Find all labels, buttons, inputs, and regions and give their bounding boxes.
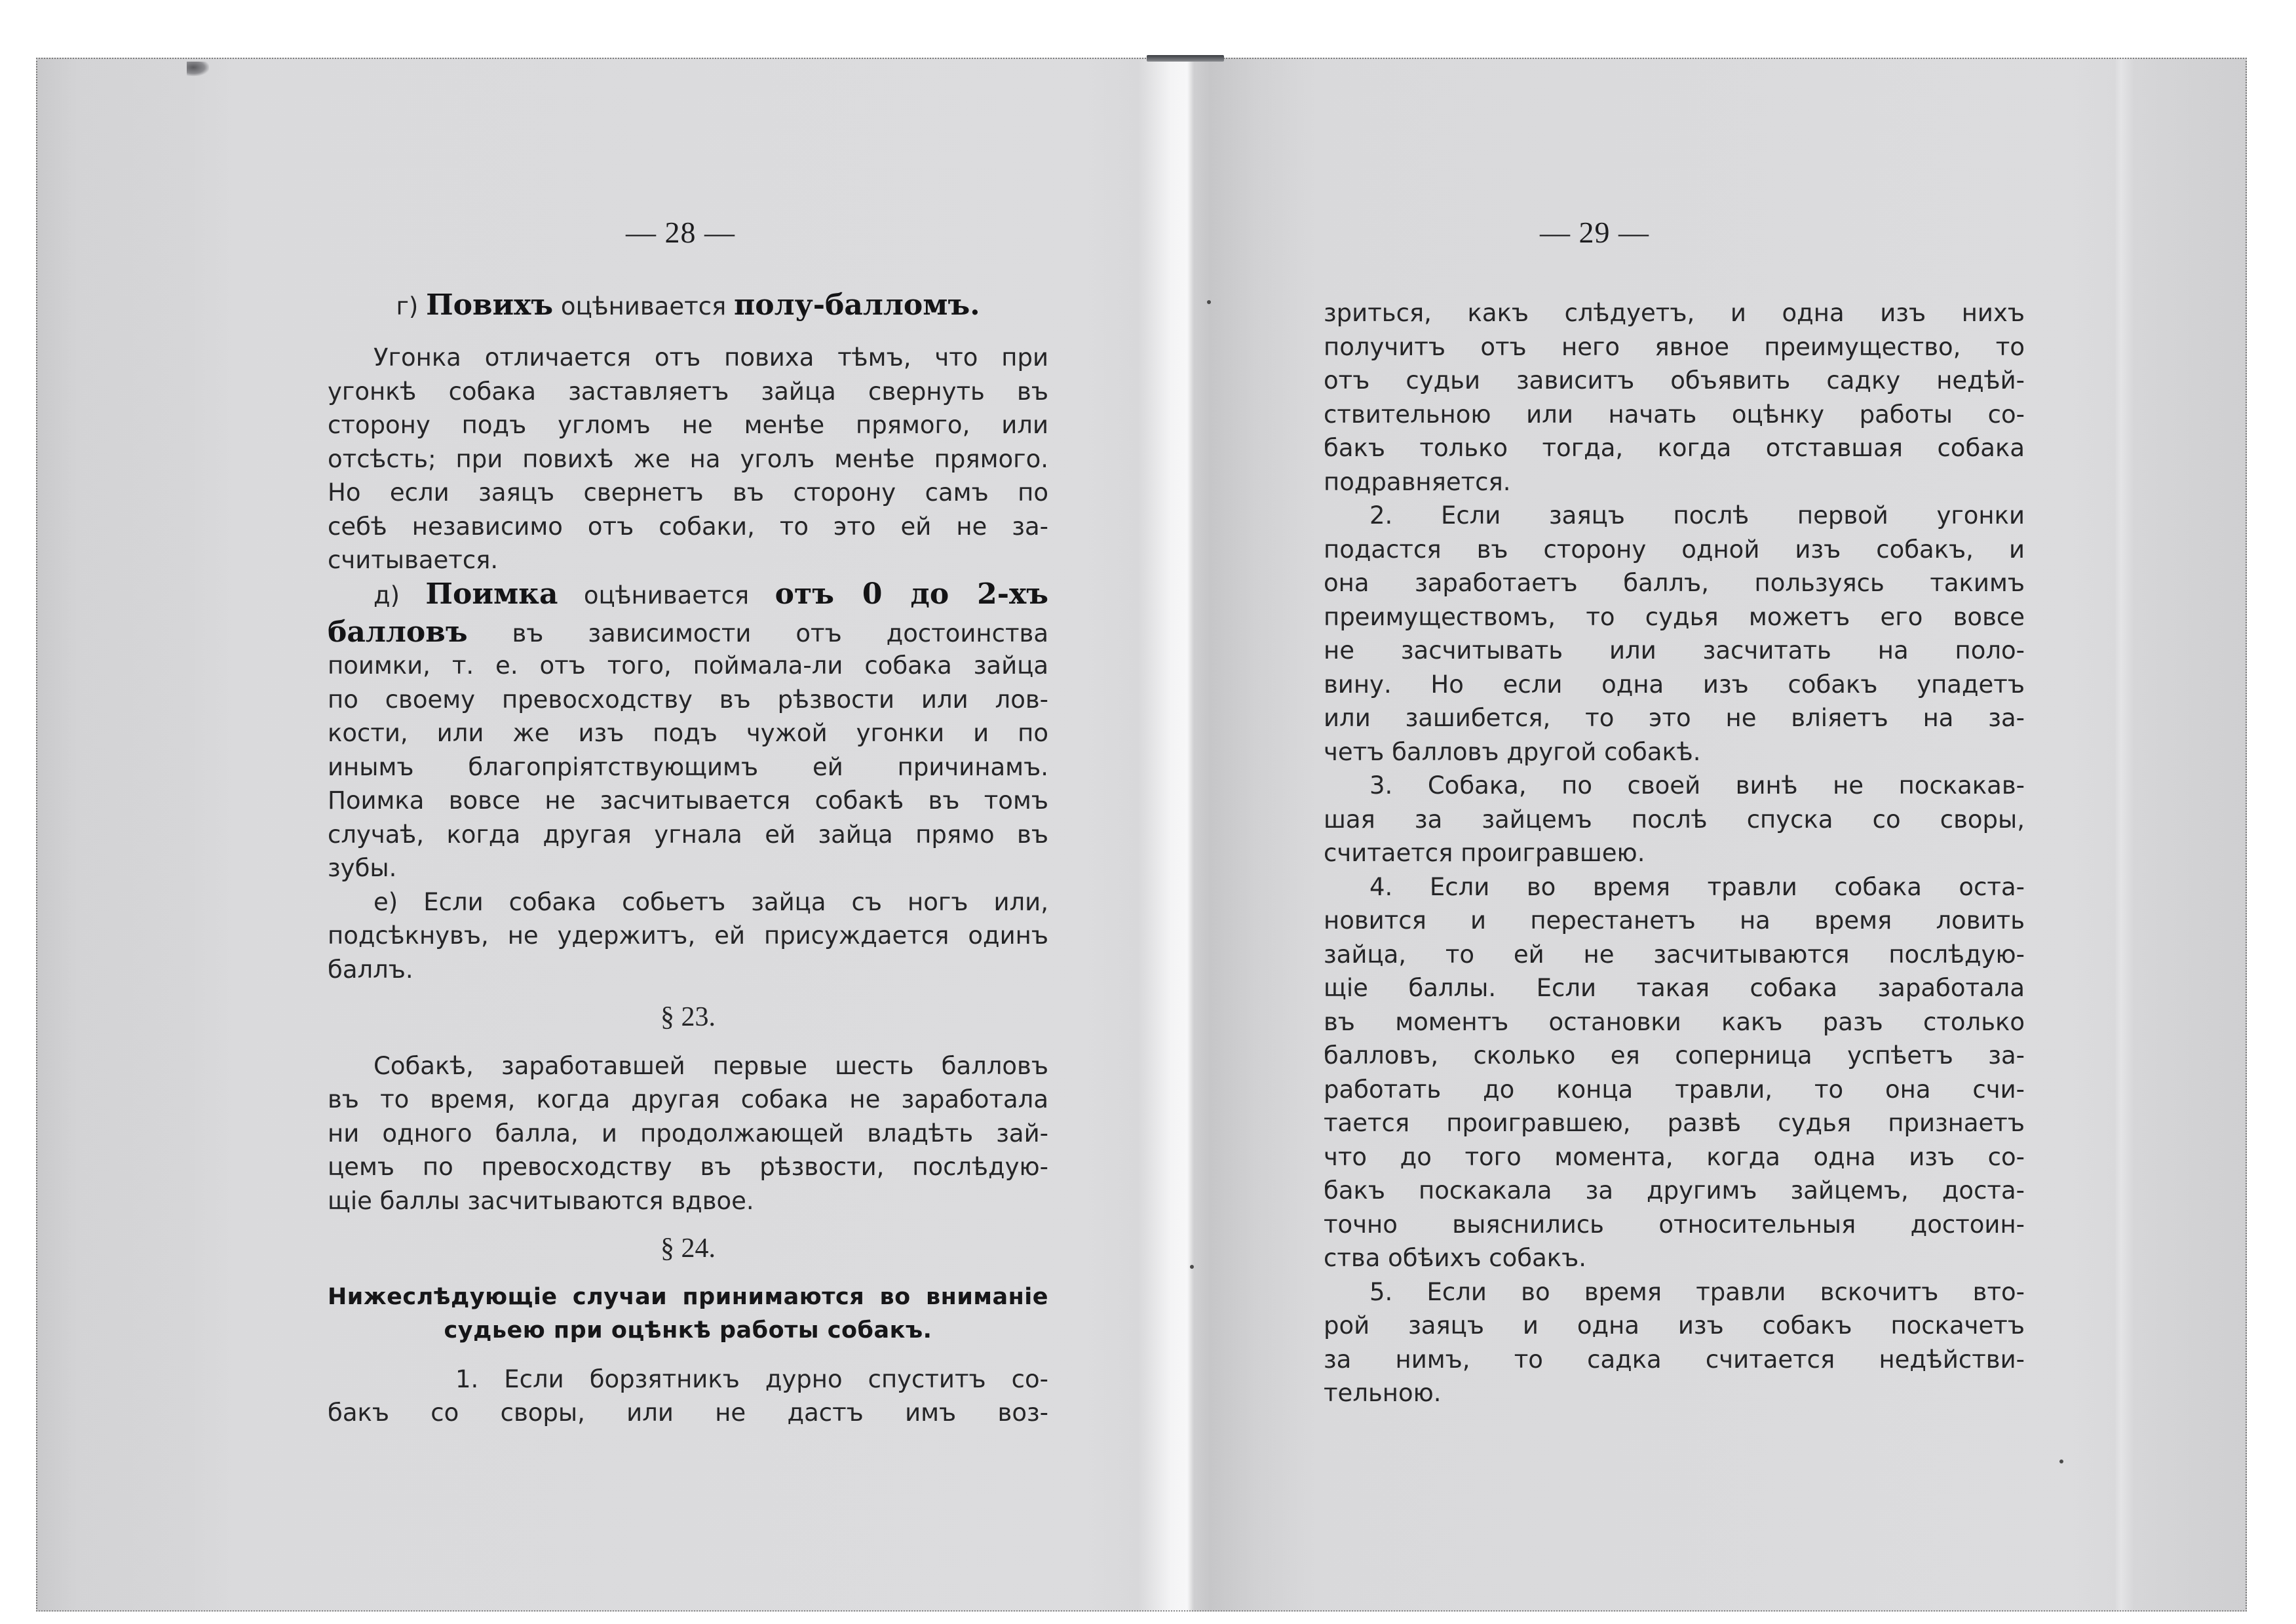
term-bold: Поимка (425, 577, 558, 611)
text-line: новится и перестанетъ на время ловить (1324, 906, 2025, 935)
text-line: въ моментъ остановки какъ разъ столько (1324, 1007, 2025, 1036)
text-line: 2. Если заяцъ послѣ первой угонки (1369, 501, 2025, 530)
text-line: ствительною или начать оцѣнку работы со- (1324, 400, 2025, 429)
text-line: что до того момента, когда одна изъ со- (1324, 1142, 2025, 1171)
page-number: — 29 — (1540, 216, 1649, 249)
text-line: Поимка вовсе не засчитывается собакѣ въ томъ (328, 786, 1048, 815)
right-page-body (1324, 296, 2025, 1410)
text-line: цемъ по превосходству въ рѣзвости, послѣдую- (328, 1153, 1048, 1181)
text-line: зайца, то ей не засчитываются послѣдую- (1324, 940, 2025, 969)
text-line: ни одного балла, и продолжающей владѣть зай- (328, 1119, 1048, 1148)
term-bold: балловъ (328, 615, 468, 649)
text-line: бакъ поскакала за другимъ зайцемъ, доста- (1324, 1176, 2025, 1205)
text-line: 3. Собака, по своей винѣ не поскакав- (1369, 771, 2025, 800)
text-line: преимуществомъ, то судья можетъ его вовсе (1324, 602, 2025, 631)
text-line: шая за зайцемъ послѣ спуска со своры, (1324, 805, 2025, 834)
text-line: Угонка отличается отъ повиха тѣмъ, что при (373, 343, 1048, 372)
text-line: вину. Но если одна изъ собакъ упадетъ (1324, 670, 2025, 699)
section-heading-24: § 24. (660, 1233, 716, 1264)
text-run: оцѣнивается (553, 292, 735, 320)
text-line: сторону подъ угломъ не менѣе прямого, или (328, 411, 1048, 439)
text-line (328, 615, 1048, 649)
text-line: считывается. (328, 546, 499, 574)
text-line: отсѣсть; при повихѣ же на уголъ менѣе прямого. (328, 444, 1048, 473)
text-line: ства обѣихъ собакъ. (1324, 1244, 1587, 1272)
text-line: баллъ. (328, 955, 413, 984)
text-line: тается проигравшею, развѣ судья признаетъ (1324, 1109, 2025, 1137)
text-line: по своему превосходству въ рѣзвости или лов- (328, 685, 1048, 714)
text-line: щіе баллы. Если такая собака заработала (1324, 974, 2025, 1002)
text-line: бакъ со своры, или не дастъ имъ воз- (328, 1399, 1048, 1427)
text-line: инымъ благопріятствующимъ ей причинамъ. (328, 752, 1048, 781)
text-line: зриться, какъ слѣдуетъ, и одна изъ нихъ (1324, 299, 2025, 327)
text-line: подастся въ сторону одной изъ собакъ, и (1324, 535, 2025, 564)
text-line: или зашибется, то это не вліяетъ на за- (1324, 704, 2025, 732)
text-line: себѣ независимо отъ собаки, то это ей не за- (328, 512, 1048, 541)
text-line: считается проигравшею. (1324, 839, 1645, 867)
text-line: за нимъ, то садка считается недѣйстви- (1324, 1345, 2025, 1374)
item-label: г) (396, 292, 427, 320)
text-line: 4. Если во время травли собака оста- (1369, 872, 2025, 901)
text-line: получитъ отъ него явное преимущество, то (1324, 332, 2025, 361)
text-line: угонкѣ собака заставляетъ зайца свернуть въ (328, 377, 1048, 406)
text-line: въ то время, когда другая собака не заработала (328, 1085, 1048, 1113)
scan-speck (1207, 300, 1211, 304)
term-bold: отъ 0 до 2-хъ (775, 577, 1048, 611)
item-d-heading (328, 577, 1048, 615)
term-bold: Повихъ (426, 288, 554, 322)
page-number: — 28 — (626, 216, 735, 249)
section-subheading: судьею при оцѣнкѣ работы собакъ. (444, 1317, 932, 1344)
text-line: она заработаетъ баллъ, пользуясь такимъ (1324, 569, 2025, 597)
text-line: 5. Если во время травли вскочитъ вто- (1369, 1277, 2025, 1306)
text-line: бакъ только тогда, когда отставшая собака (1324, 434, 2025, 462)
text-line: зубы. (328, 854, 397, 882)
text-line: кости, или же изъ подъ чужой угонки и по (328, 719, 1048, 747)
text-line: отъ судьи зависитъ объявить садку недѣй- (1324, 366, 2025, 395)
section-heading-23: § 23. (660, 1002, 716, 1032)
text-line: подсѣкнувъ, не удержитъ, ей присуждается одинъ (328, 921, 1048, 950)
text-line: точно выяснились относительныя достоин- (1324, 1210, 2025, 1239)
text-line: не засчитывать или засчитать на поло- (1324, 636, 2025, 665)
text-line: щіе баллы засчитываются вдвое. (328, 1186, 754, 1215)
text-line: Но если заяцъ свернетъ въ сторону самъ по (328, 478, 1048, 507)
scan-speck (1190, 1265, 1194, 1269)
text-line: балловъ, сколько ея соперница успѣетъ за- (1324, 1041, 2025, 1070)
text-line: работать до конца травли, то она счи- (1324, 1075, 2025, 1104)
item-label: д) (373, 581, 426, 609)
text-line: 1. Если борзятникъ дурно спуститъ со- (455, 1364, 1048, 1393)
text-line: поимки, т. е. отъ того, поймала-ли собака зайца (328, 651, 1048, 680)
scan-speck (2059, 1460, 2063, 1463)
item-g-heading (328, 288, 1048, 326)
text-line: рой заяцъ и одна изъ собакъ поскачетъ (1324, 1311, 2025, 1340)
scan-corner-smudge (187, 62, 209, 76)
section-subheading: Нижеслѣдующіе случаи принимаются во вниманіе (328, 1283, 1048, 1310)
text-line: тельною. (1324, 1379, 1442, 1407)
book-spine-edge (1147, 55, 1224, 62)
text-line: Собакѣ, заработавшей первые шесть балловъ (373, 1051, 1048, 1080)
text-line: четъ балловъ другой собакѣ. (1324, 737, 1701, 766)
text-line: случаѣ, когда другая угнала ей зайца прямо въ (328, 820, 1048, 849)
text-line: е) Если собака собьетъ зайца съ ногъ или, (373, 887, 1048, 916)
left-page-body (328, 288, 1048, 1430)
term-bold: полу-балломъ. (734, 288, 980, 322)
text-run: оцѣнивается (558, 581, 775, 609)
text-run: въ зависимости отъ достоинства (467, 619, 1048, 648)
text-line: подравняется. (1324, 467, 1511, 496)
